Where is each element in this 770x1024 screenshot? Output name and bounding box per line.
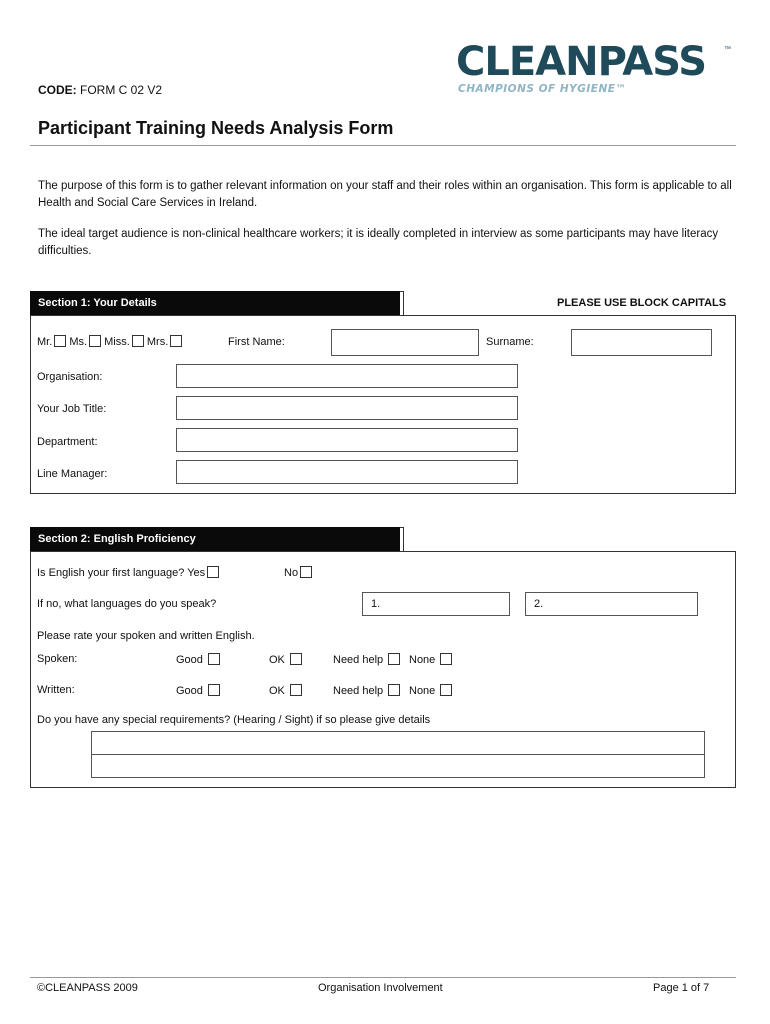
form-code-value: FORM C 02 V2: [80, 83, 163, 97]
footer-divider: [30, 977, 736, 978]
spoken-need-help-label: Need help: [333, 654, 384, 666]
block-capitals-note: PLEASE USE BLOCK CAPITALS: [557, 297, 727, 309]
written-good: [176, 684, 220, 697]
page-title: Participant Training Needs Analysis Form: [38, 118, 394, 138]
logo-wordmark: CLEANPASS: [456, 39, 707, 85]
logo-tagline: CHAMPIONS OF HYGIENE™: [458, 83, 627, 95]
written-ok-checkbox[interactable]: [290, 684, 302, 696]
first-language-text: Is English your first language?: [37, 567, 185, 579]
spoken-good-checkbox[interactable]: [208, 653, 220, 665]
no-label: No: [284, 567, 299, 579]
written-need-help-checkbox[interactable]: [388, 684, 400, 696]
job-title-field[interactable]: [176, 396, 518, 420]
organisation-field[interactable]: [176, 364, 518, 388]
first-language-yes-checkbox[interactable]: [207, 566, 219, 578]
department-label: Department:: [37, 436, 98, 448]
language-1-field[interactable]: 1.: [362, 592, 510, 616]
written-none-checkbox[interactable]: [440, 684, 452, 696]
yes-label: Yes: [187, 567, 206, 579]
language-2-field[interactable]: 2.: [525, 592, 698, 616]
spoken-ok-checkbox[interactable]: [290, 653, 302, 665]
title-mr-checkbox[interactable]: [54, 335, 66, 347]
spoken-none-checkbox[interactable]: [440, 653, 452, 665]
spoken-good-label: Good: [176, 654, 203, 666]
written-ok-label: OK: [269, 685, 285, 697]
title-ms-checkbox[interactable]: [89, 335, 101, 347]
spoken-ok-label: OK: [269, 654, 285, 666]
title-options: [37, 335, 182, 348]
written-ok: [269, 684, 302, 697]
spoken-need-help: [333, 653, 400, 666]
intro-paragraph-2: The ideal target audience is non-clinical healthcare workers; it is ideally completed in interview as some participants may have literacy difficulties.: [38, 228, 719, 257]
cleanpass-logo: [456, 40, 736, 100]
title-mr-label: Mr.: [37, 336, 53, 348]
spoken-none: [409, 653, 452, 666]
job-title-label: Your Job Title:: [37, 403, 107, 415]
first-name-field[interactable]: [331, 329, 479, 356]
footer-copyright: ©CLEANPASS 2009: [37, 982, 138, 994]
logo-trademark: ™: [724, 46, 731, 53]
written-label: Written:: [37, 684, 75, 696]
title-miss-label: Miss.: [104, 336, 130, 348]
footer-page-number: Page 1 of 7: [653, 982, 710, 994]
special-requirements-question: Do you have any special requirements? (Hearing / Sight) if so please give details: [37, 714, 431, 726]
title-divider: [30, 145, 736, 146]
written-none-label: None: [409, 685, 436, 697]
rate-prompt: Please rate your spoken and written English.: [37, 630, 255, 642]
form-code-label: CODE:: [38, 83, 77, 97]
spoken-ok: [269, 653, 302, 666]
section-2-heading: Section 2: English Proficiency: [30, 527, 400, 551]
surname-label: Surname:: [486, 336, 534, 348]
spoken-none-label: None: [409, 654, 436, 666]
written-good-checkbox[interactable]: [208, 684, 220, 696]
footer-center-text: Organisation Involvement: [318, 982, 443, 994]
surname-field[interactable]: [571, 329, 712, 356]
spoken-need-help-checkbox[interactable]: [388, 653, 400, 665]
first-language-question: [37, 566, 219, 579]
line-manager-field[interactable]: [176, 460, 518, 484]
written-need-help-label: Need help: [333, 685, 384, 697]
first-language-no-checkbox[interactable]: [300, 566, 312, 578]
title-miss-checkbox[interactable]: [132, 335, 144, 347]
first-language-no: [284, 566, 312, 579]
section-1-tab-edge: [400, 291, 404, 315]
languages-question: If no, what languages do you speak?: [37, 598, 217, 610]
special-requirements-line-2[interactable]: [91, 754, 705, 778]
section-2-tab-edge: [400, 527, 404, 551]
organisation-label: Organisation:: [37, 371, 103, 383]
special-requirements-line-1[interactable]: [91, 731, 705, 755]
written-good-label: Good: [176, 685, 203, 697]
written-none: [409, 684, 452, 697]
written-need-help: [333, 684, 400, 697]
form-code: [38, 83, 162, 97]
title-ms-label: Ms.: [69, 336, 88, 348]
title-mrs-checkbox[interactable]: [170, 335, 182, 347]
title-mrs-label: Mrs.: [146, 336, 169, 348]
intro-paragraph-1: The purpose of this form is to gather relevant information on your staff and their roles within an organisation. This form is applicable to all Health and Social Care Services in Ireland.: [38, 180, 732, 209]
spoken-label: Spoken:: [37, 653, 78, 665]
first-name-label: First Name:: [228, 336, 285, 348]
department-field[interactable]: [176, 428, 518, 452]
section-1-heading: Section 1: Your Details: [30, 291, 400, 315]
line-manager-label: Line Manager:: [37, 468, 108, 480]
spoken-good: [176, 653, 220, 666]
